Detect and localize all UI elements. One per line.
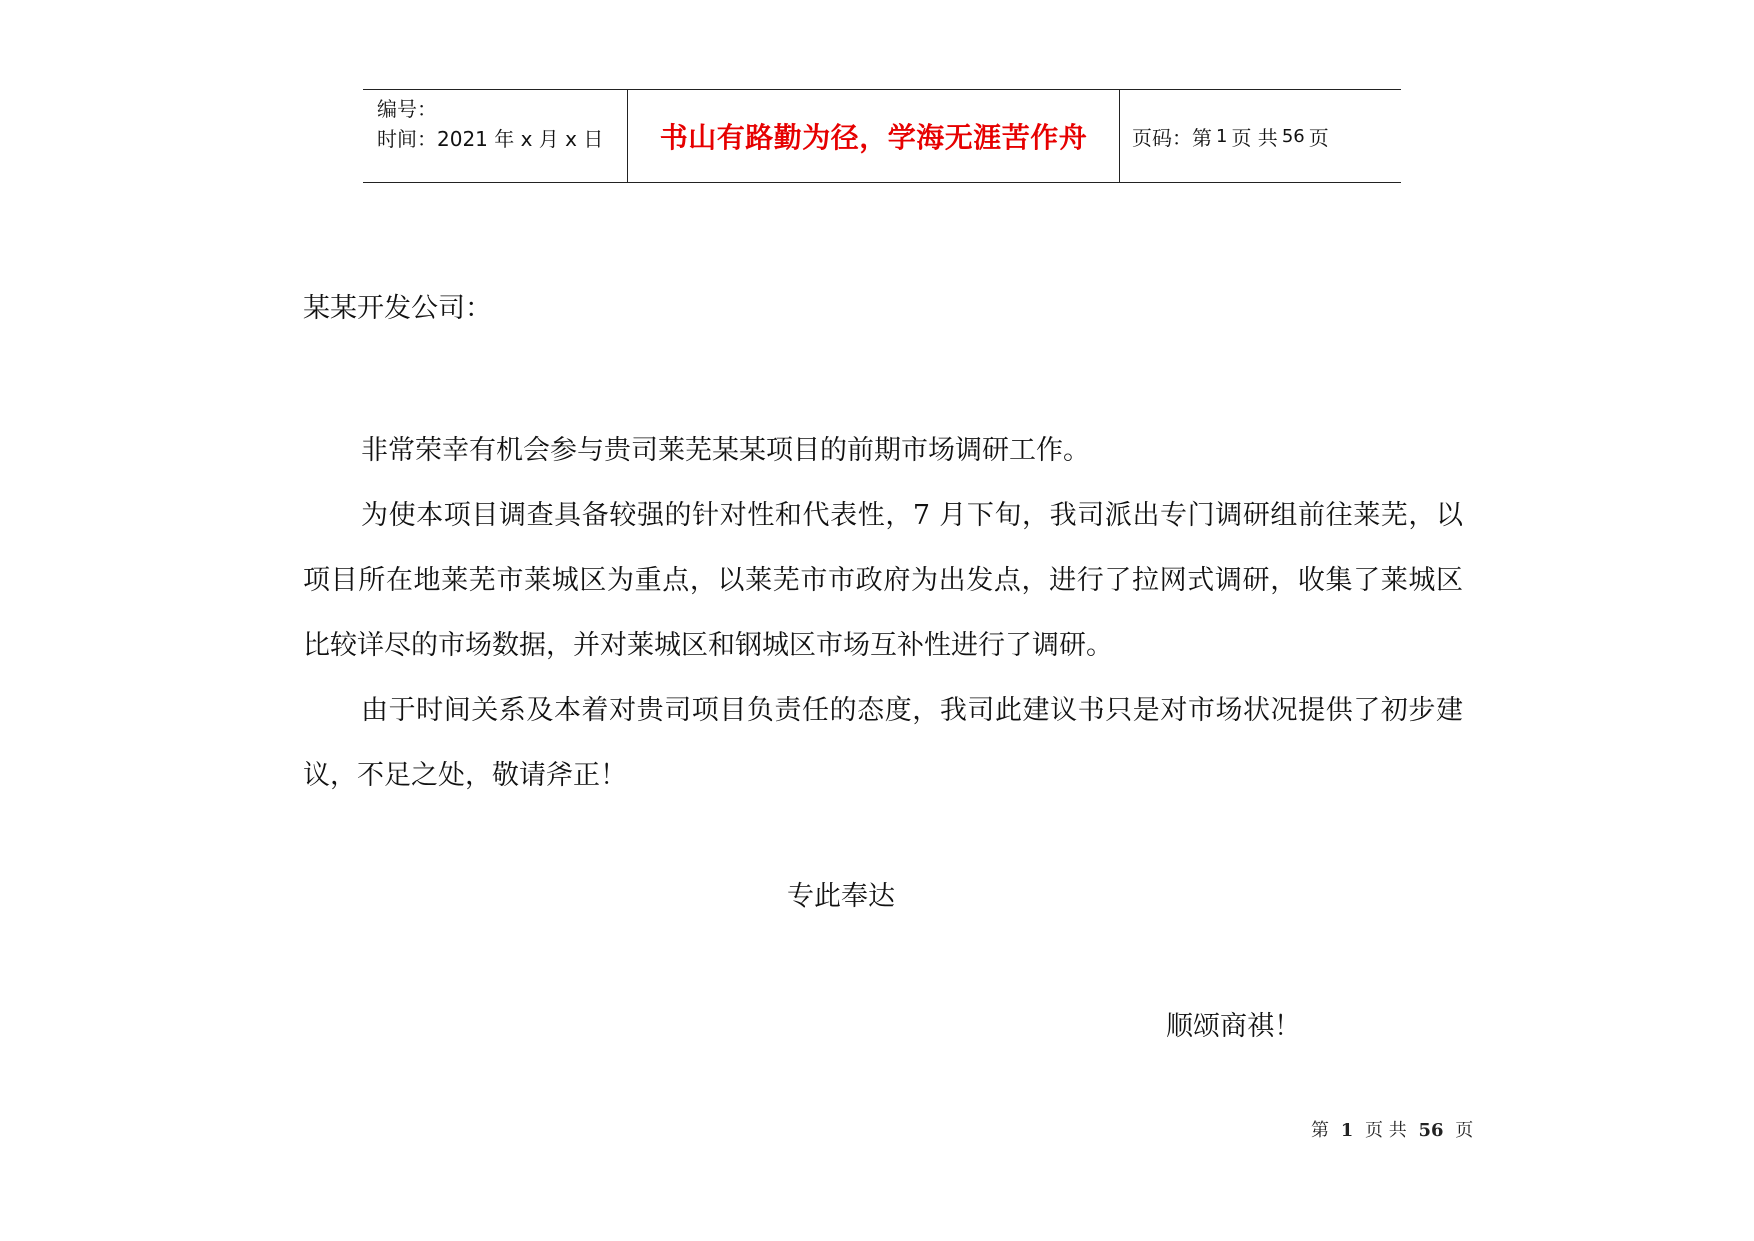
letter-body bbox=[303, 418, 1463, 808]
header-motto-cell bbox=[628, 90, 1120, 182]
paragraph: 由于时间关系及本着对贵司项目负责任的态度，我司此建议书只是对市场状况提供了初步建议，不足之处，敬请斧正！ bbox=[303, 695, 1463, 791]
motto-text: 书山有路勤为径，学海无涯苦作舟 bbox=[659, 121, 1088, 154]
header-info-cell bbox=[363, 90, 628, 182]
paragraph: 非常荣幸有机会参与贵司莱芜某某项目的前期市场调研工作。 bbox=[361, 435, 1090, 466]
page-prefix: 页码：第 bbox=[1132, 125, 1212, 150]
footer-suffix: 页 bbox=[1455, 1120, 1474, 1141]
page-mid: 页 共 bbox=[1231, 125, 1278, 150]
page-total: 56 bbox=[1281, 125, 1305, 147]
footer-total: 56 bbox=[1418, 1120, 1444, 1141]
date-label: 时间：2021 年 x 月 x 日 bbox=[377, 127, 604, 151]
page-footer bbox=[1311, 1118, 1473, 1144]
regards-line: 顺颂商祺！ bbox=[1166, 1011, 1301, 1042]
header-page-cell bbox=[1120, 90, 1401, 182]
footer-prefix: 第 bbox=[1311, 1120, 1329, 1141]
serial-label: 编号： bbox=[377, 97, 437, 121]
closing-line: 专此奉达 bbox=[787, 881, 895, 912]
page-suffix: 页 bbox=[1308, 125, 1329, 150]
page-current: 1 bbox=[1216, 125, 1228, 147]
header-table bbox=[363, 89, 1401, 183]
paragraph: 为使本项目调查具备较强的针对性和代表性，7 月下旬，我司派出专门调研组前往莱芜，以项目所在地莱芜市莱城区为重点，以莱芜市市政府为出发点，进行了拉网式调研，收集了莱城区比较详尽的市场数据，并对莱城区和钢城区市场互补性进行了调研。 bbox=[303, 500, 1463, 661]
salutation: 某某开发公司： bbox=[303, 293, 492, 324]
footer-current: 1 bbox=[1340, 1120, 1354, 1141]
footer-mid: 页 共 bbox=[1365, 1120, 1407, 1141]
